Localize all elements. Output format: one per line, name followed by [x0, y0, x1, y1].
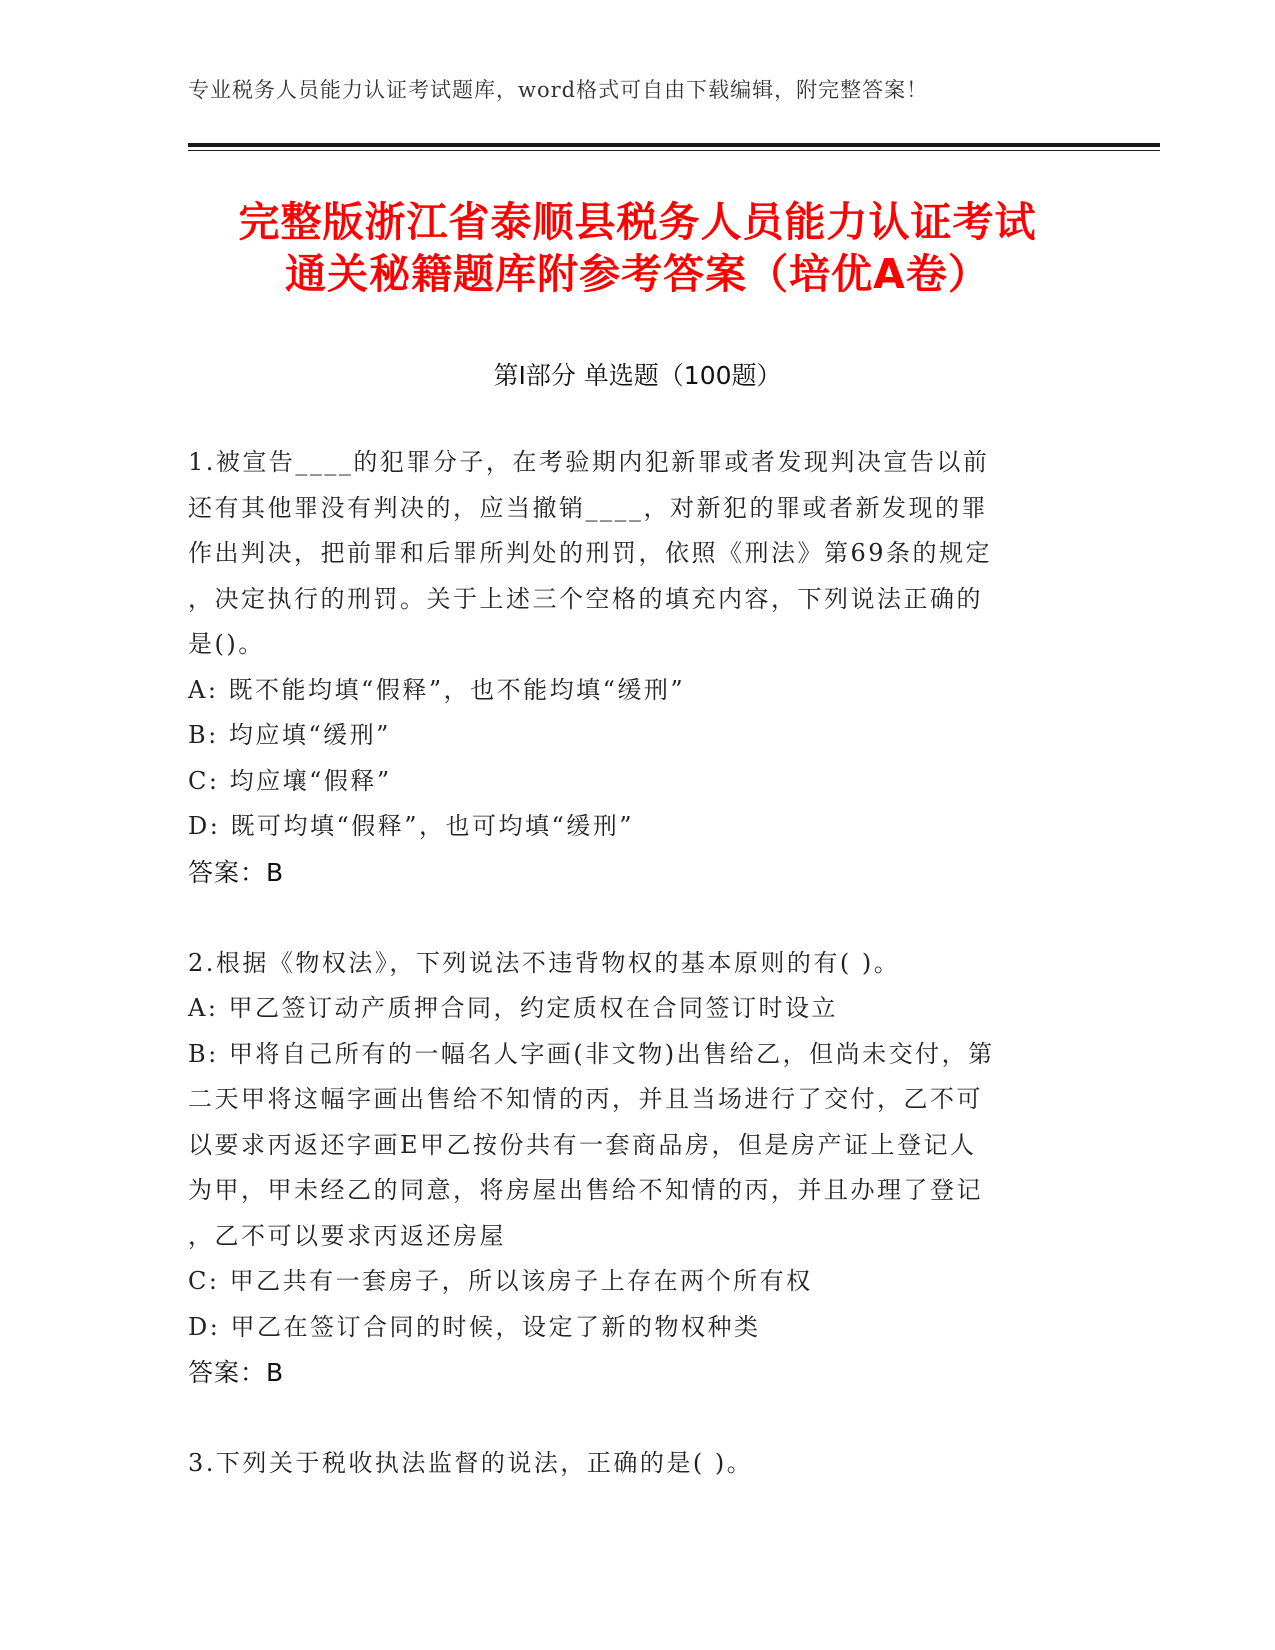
header-rule-thin — [188, 150, 1160, 151]
option-b-continued: ，乙不可以要求丙返还房屋 — [188, 1221, 506, 1250]
question-stem-line: 是()。 — [188, 630, 265, 658]
option-d: D: 甲乙在签订合同的时候，设定了新的物权种类 — [188, 1312, 761, 1341]
option-b: B: 甲将自己所有的一幅名人字画(非文物)出售给乙，但尚未交付，第 — [188, 1039, 995, 1068]
option-d: D: 既可均填“假释”，也可均填“缓刑” — [188, 812, 635, 840]
title-line: 完整版浙江省泰顺县税务人员能力认证考试 — [238, 198, 1037, 246]
question-list — [188, 440, 1088, 1487]
question-3 — [188, 1441, 1088, 1487]
question-2 — [188, 941, 1088, 1396]
option-a: A: 既不能均填“假释”，也不能均填“缓刑” — [188, 675, 686, 704]
option-a: A: 甲乙签订动产质押合同，约定质权在合同签订时设立 — [188, 994, 839, 1022]
header-note: 专业税务人员能力认证考试题库，word格式可自由下载编辑，附完整答案！ — [188, 78, 929, 102]
answer-label: 答案：B — [188, 1358, 285, 1387]
header-rule — [188, 143, 1160, 147]
option-b-continued: 以要求丙返还字画E甲乙按份共有一套商品房，但是房产证上登记人 — [188, 1130, 977, 1159]
option-b-continued: 二天甲将这幅字画出售给不知情的丙，并且当场进行了交付，乙不可 — [188, 1085, 983, 1113]
question-stem-line: 2.根据《物权法》，下列说法不违背物权的基本原则的有( )。 — [188, 948, 901, 977]
question-spacer — [188, 895, 1088, 941]
question-stem-line: 1.被宣告____的犯罪分子，在考验期内犯新罪或者发现判决宣告以前 — [188, 448, 990, 476]
question-stem-line: 3.下列关于税收执法监督的说法，正确的是( )。 — [188, 1449, 754, 1477]
question-stem-line: 还有其他罪没有判决的，应当撤销____，对新犯的罪或者新发现的罪 — [188, 493, 988, 522]
question-stem-line: 作出判决，把前罪和后罪所判处的刑罚，依照《刑法》第69条的规定 — [188, 539, 993, 567]
section-heading: 第Ⅰ部分 单选题（100题） — [493, 361, 782, 390]
option-c: C: 均应壤“假释” — [188, 766, 392, 795]
option-b-continued: 为甲，甲未经乙的同意，将房屋出售给不知情的丙，并且办理了登记 — [188, 1176, 983, 1204]
option-b: B: 均应填“缓刑” — [188, 721, 391, 749]
option-c: C: 甲乙共有一套房子，所以该房子上存在两个所有权 — [188, 1267, 813, 1295]
question-spacer — [188, 1396, 1088, 1442]
question-1 — [188, 440, 1088, 895]
title-line: 通关秘籍题库附参考答案（培优A卷） — [285, 250, 990, 298]
question-stem-line: ，决定执行的刑罚。关于上述三个空格的填充内容，下列说法正确的 — [188, 584, 983, 613]
document-title — [150, 196, 1125, 300]
answer-label: 答案：B — [188, 857, 285, 887]
